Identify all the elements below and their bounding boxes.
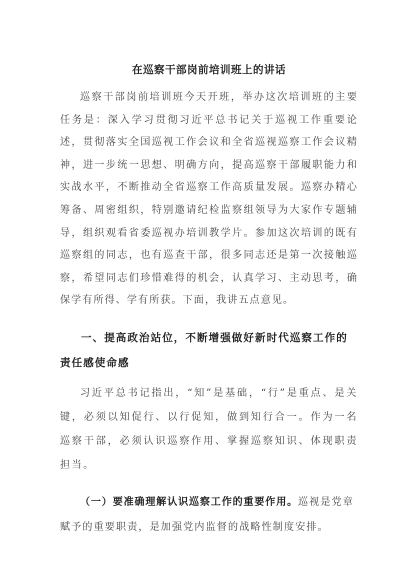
section-heading-1: 一、提高政治站位，不断增强做好新时代巡察工作的责任感使命感 <box>60 331 348 369</box>
subsection-heading: （一）要准确理解认识巡察工作的重要作用。 <box>80 496 298 508</box>
intro-paragraph: 巡察干部岗前培训班今天开班，举办这次培训班的主要任务是：深入学习贯彻习近平总书记关于巡视工作重要论述，贯彻落实全国巡视工作会议和全省巡视巡察工作会议精神，进一步统一思想、明确方向，提高巡察干部履职能力和实战水平，不断推动全省巡察工作高质量发展。巡察办精心筹备、周密组织，特别邀请纪检监察组领导为大家作专题辅导，组织观看省委巡视办培训教学片。参加这次培训的既有巡察组的同志，也有巡查干部，很多同志还是第一次接触巡察，希望同志们珍惜难得的机会，认真学习、主动思考，确保学有所得、学有所获。下面，我讲五点意见。 <box>60 92 358 307</box>
subsection-paragraph <box>60 490 358 540</box>
section-paragraph: 习近平总书记指出，“知”是基础，“行”是重点、是关键，必须以知促行、以行促知，做到知行合一。作为一名巡察干部，必须认识巡察作用、掌握巡察知识、体现职责担当。 <box>60 387 358 471</box>
subsection-text: 巡视是党章赋予的重要职责，是加强党内监督的战略性制度安排。 <box>60 496 354 533</box>
document-title: 在巡察干部岗前培训班上的讲话 <box>132 64 286 76</box>
